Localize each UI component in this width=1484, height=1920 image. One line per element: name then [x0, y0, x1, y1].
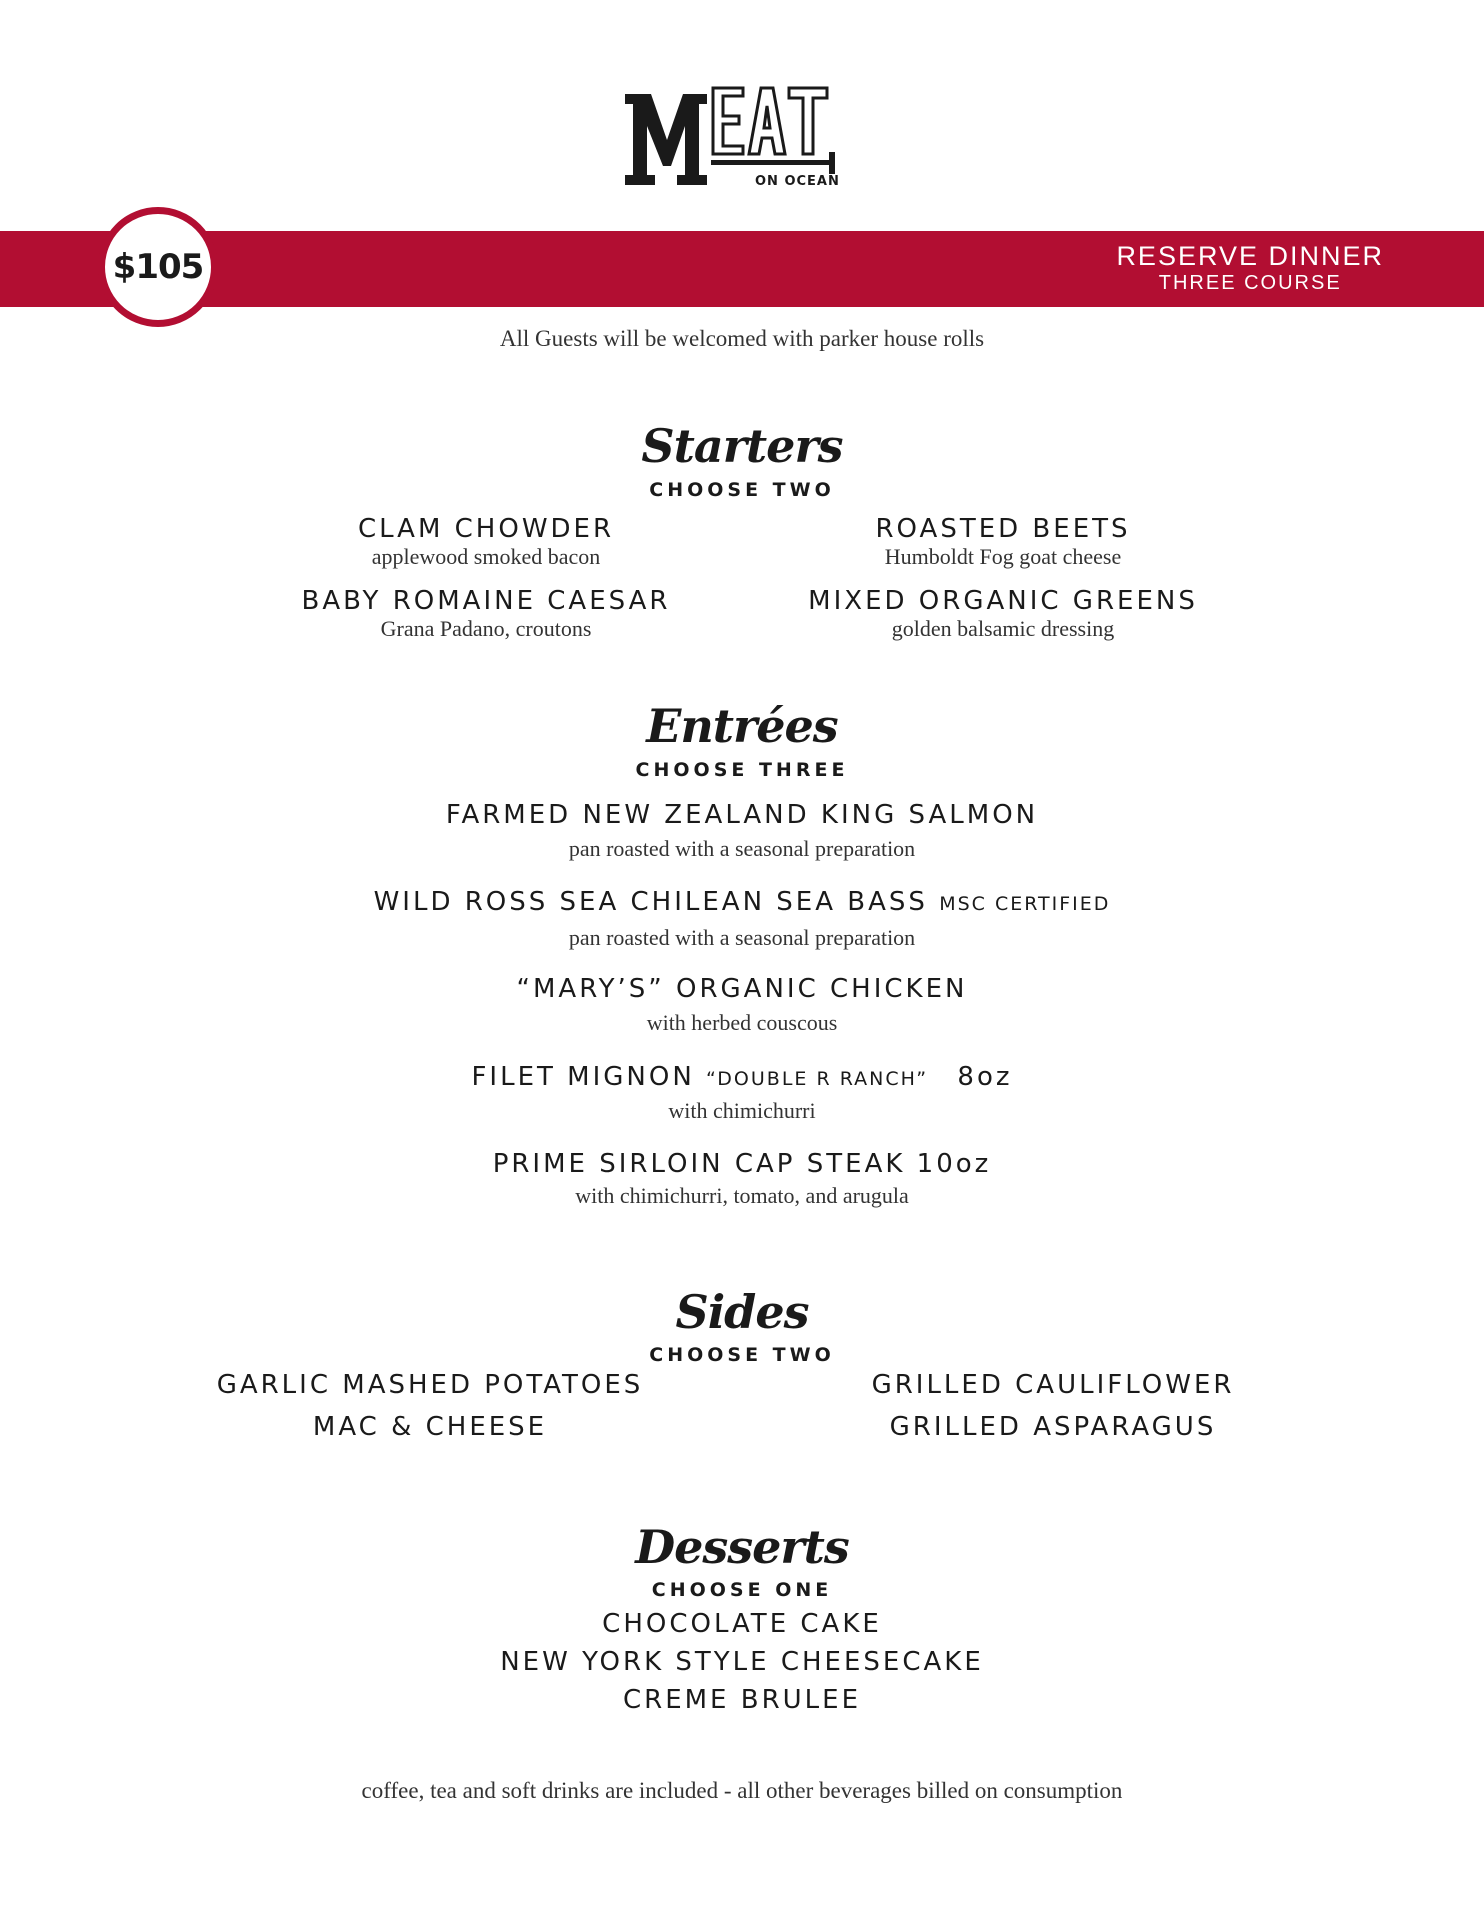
- item-note: “DOUBLE R RANCH”: [706, 1068, 929, 1090]
- reserve-subtitle: THREE COURSE: [1158, 272, 1342, 294]
- section-choose-starters: CHOOSE TWO: [649, 479, 835, 501]
- side-item: GRILLED ASPARAGUS: [889, 1412, 1217, 1442]
- item-desc: Humboldt Fog goat cheese: [884, 544, 1122, 569]
- side-item: GRILLED CAULIFLOWER: [871, 1370, 1235, 1400]
- section-title-sides: Sides: [675, 1285, 809, 1339]
- dessert-item: CREME BRULEE: [622, 1685, 862, 1715]
- item-name-row: [0, 887, 1484, 919]
- item-name: CLAM CHOWDER: [357, 514, 615, 544]
- menu-item: [0, 1062, 1484, 1124]
- item-desc: golden balsamic dressing: [891, 616, 1115, 641]
- menu-item: [0, 974, 1484, 1036]
- item-desc: with chimichurri: [668, 1098, 816, 1123]
- item-name: MIXED ORGANIC GREENS: [808, 586, 1198, 616]
- item-name: BABY ROMAINE CAESAR: [301, 586, 671, 616]
- side-item: MAC & CHEESE: [312, 1412, 548, 1442]
- item-desc: with chimichurri, tomato, and arugula: [575, 1183, 909, 1208]
- section-choose-desserts: CHOOSE ONE: [651, 1579, 833, 1601]
- item-name: “MARY’S” ORGANIC CHICKEN: [516, 974, 968, 1004]
- item-desc: Grana Padano, croutons: [380, 616, 592, 641]
- restaurant-logo: [615, 80, 865, 200]
- beverage-note: coffee, tea and soft drinks are included - all other beverages billed on consumption: [361, 1778, 1123, 1803]
- section-title-starters: Starters: [641, 419, 843, 473]
- side-item: GARLIC MASHED POTATOES: [216, 1370, 644, 1400]
- item-name-row: [0, 1062, 1484, 1094]
- item-desc: applewood smoked bacon: [371, 544, 601, 569]
- menu-item: [0, 1149, 1484, 1209]
- item-desc: pan roasted with a seasonal preparation: [568, 925, 916, 950]
- reserve-title: RESERVE DINNER: [1116, 241, 1384, 271]
- welcome-note: All Guests will be welcomed with parker house rolls: [499, 326, 985, 351]
- item-desc: with herbed couscous: [646, 1010, 838, 1035]
- item-name: ROASTED BEETS: [875, 514, 1131, 544]
- item-note: MSC CERTIFIED: [939, 893, 1111, 915]
- section-choose-entrees: CHOOSE THREE: [635, 759, 849, 781]
- menu-item: [236, 586, 736, 642]
- price-text: $105: [112, 247, 204, 287]
- menu-item: [0, 800, 1484, 862]
- item-desc: pan roasted with a seasonal preparation: [568, 836, 916, 861]
- dessert-item: NEW YORK STYLE CHEESECAKE: [500, 1647, 984, 1677]
- item-name-row: [0, 1149, 1484, 1179]
- menu-item: [753, 586, 1253, 642]
- item-name: FILET MIGNON: [471, 1062, 695, 1092]
- logo-tagline: ON OCEAN: [755, 174, 840, 189]
- dessert-item: CHOCOLATE CAKE: [602, 1609, 882, 1639]
- menu-item: [286, 514, 686, 570]
- item-size: 10oz: [916, 1149, 992, 1179]
- reserve-dinner-label: [1116, 241, 1384, 295]
- item-name: FARMED NEW ZEALAND KING SALMON: [445, 800, 1039, 830]
- item-name: WILD ROSS SEA CHILEAN SEA BASS: [373, 887, 928, 917]
- section-title-desserts: Desserts: [635, 1520, 849, 1574]
- price-badge: [98, 207, 218, 327]
- item-name: PRIME SIRLOIN CAP STEAK: [492, 1149, 906, 1179]
- menu-item: [0, 887, 1484, 951]
- section-title-entrees: Entrées: [646, 699, 838, 753]
- section-choose-sides: CHOOSE TWO: [649, 1344, 835, 1366]
- item-size: 8oz: [957, 1062, 1013, 1092]
- menu-item: [803, 514, 1203, 570]
